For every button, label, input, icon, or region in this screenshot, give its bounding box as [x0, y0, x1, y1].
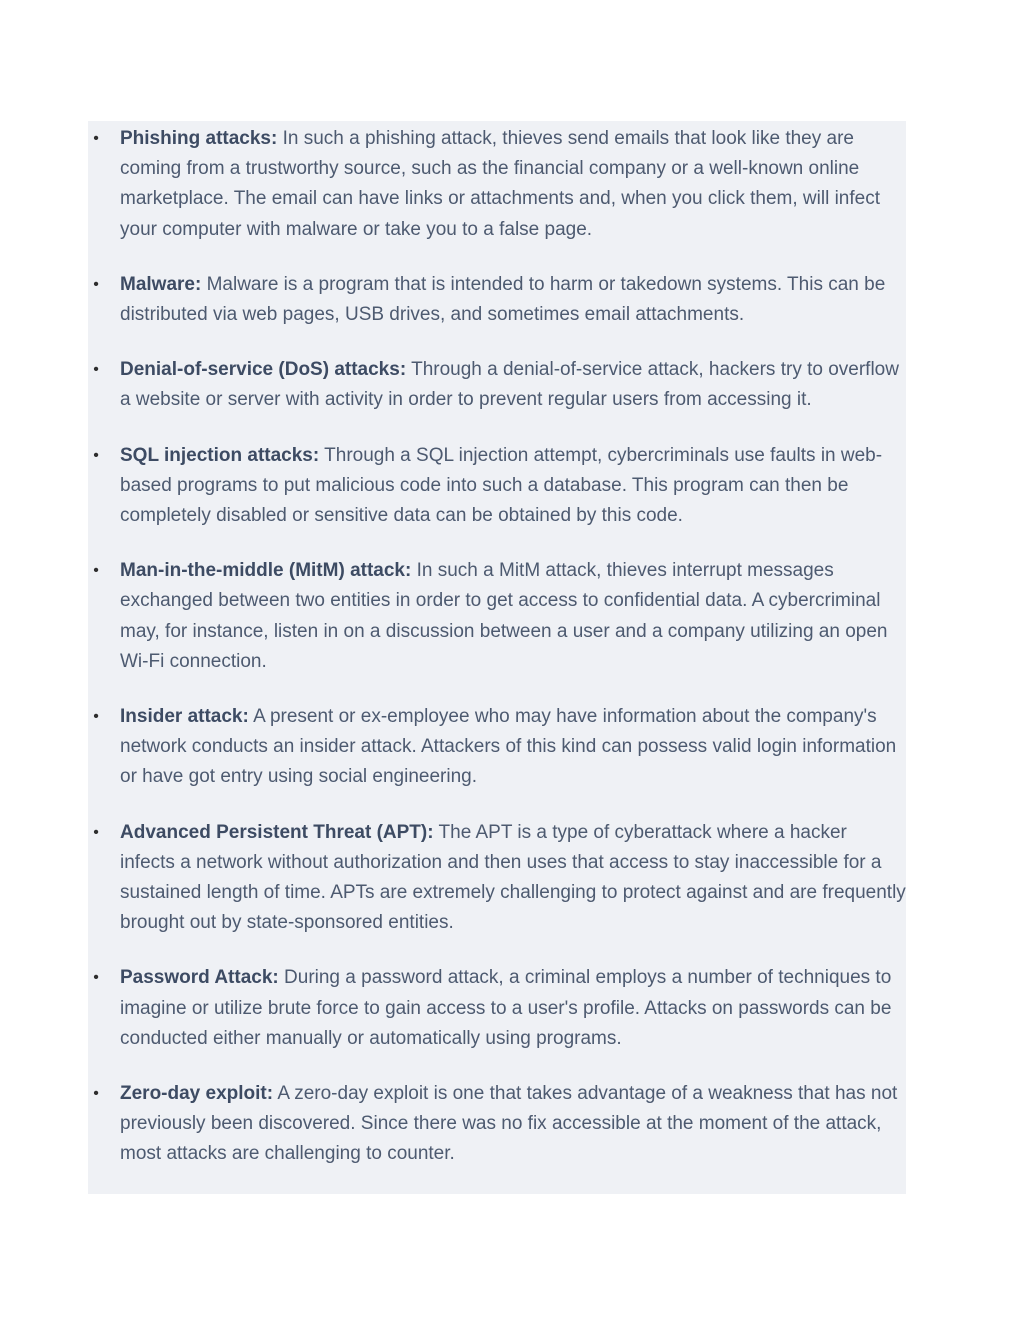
item-term: Man-in-the-middle (MitM) attack:	[120, 560, 412, 582]
bullet-icon: •	[93, 969, 99, 987]
bullet-icon: •	[93, 1085, 99, 1103]
bullet-icon: •	[93, 823, 99, 841]
bullet-icon: •	[93, 130, 99, 147]
list-item	[88, 556, 906, 677]
item-term: Advanced Persistent Threat (APT):	[120, 821, 434, 843]
item-description: In such a phishing attack, thieves send emails that look like they are coming from a trustworthy source, such as the financial company or a well-known online marketplace. The email can have links or attachments and, when you click them, will infect your computer with malware or take you to a false page.	[120, 128, 880, 240]
list-item	[88, 1079, 906, 1170]
list-item	[88, 270, 906, 330]
list-item	[88, 702, 906, 793]
item-description: Through a SQL injection attempt, cybercriminals use faults in web-based programs to put malicious code into such a database. This program can then be completely disabled or sensitive data can be obtained by this code.	[120, 444, 883, 527]
list-item	[88, 963, 906, 1054]
item-term: Insider attack:	[120, 706, 249, 728]
bullet-icon: •	[93, 446, 99, 464]
item-description: In such a MitM attack, thieves interrupt messages exchanged between two entities in order to get access to confidential data. A cybercriminal may, for instance, listen in on a discussion between a user and a company utilizing an open Wi-Fi connection.	[120, 560, 888, 672]
list-item	[88, 124, 906, 245]
list-item	[88, 441, 906, 532]
list-item	[88, 355, 906, 415]
bullet-icon: •	[93, 361, 99, 379]
item-description: The APT is a type of cyberattack where a hacker infects a network without authorization and then uses that access to stay inaccessible for a sustained length of time. APTs are extremely challenging to protect against and are frequently brought out by state-sponsored entities.	[120, 821, 906, 934]
item-description: A present or ex-employee who may have information about the company's network conducts an insider attack. Attackers of this kind can possess valid login information or have got entry using social engineering.	[120, 706, 897, 788]
item-description: A zero-day exploit is one that takes advantage of a weakness that has not previously been discovered. Since there was no fix accessible at the moment of the attack, most attacks are challenging to counter.	[120, 1083, 898, 1165]
bullet-icon: •	[93, 275, 99, 293]
item-term: Malware:	[120, 273, 202, 295]
list-item	[88, 818, 906, 939]
item-term: Denial-of-service (DoS) attacks:	[120, 359, 407, 381]
bullet-icon: •	[93, 562, 99, 580]
item-term: Phishing attacks:	[120, 128, 278, 149]
item-description: During a password attack, a criminal employs a number of techniques to imagine or utilize brute force to gain access to a user's profile. Attacks on passwords can be conducted either manually or automatically using programs.	[120, 967, 892, 1049]
item-term: Zero-day exploit:	[120, 1083, 274, 1105]
bullet-icon: •	[93, 708, 99, 726]
item-term: SQL injection attacks:	[120, 444, 320, 466]
item-term: Password Attack:	[120, 967, 279, 989]
item-description: Through a denial-of-service attack, hackers try to overflow a website or server with activity in order to prevent regular users from accessing it.	[120, 359, 899, 411]
attack-types-list	[88, 124, 906, 1195]
item-description: Malware is a program that is intended to harm or takedown systems. This can be distributed via web pages, USB drives, and sometimes email attachments.	[120, 273, 886, 326]
